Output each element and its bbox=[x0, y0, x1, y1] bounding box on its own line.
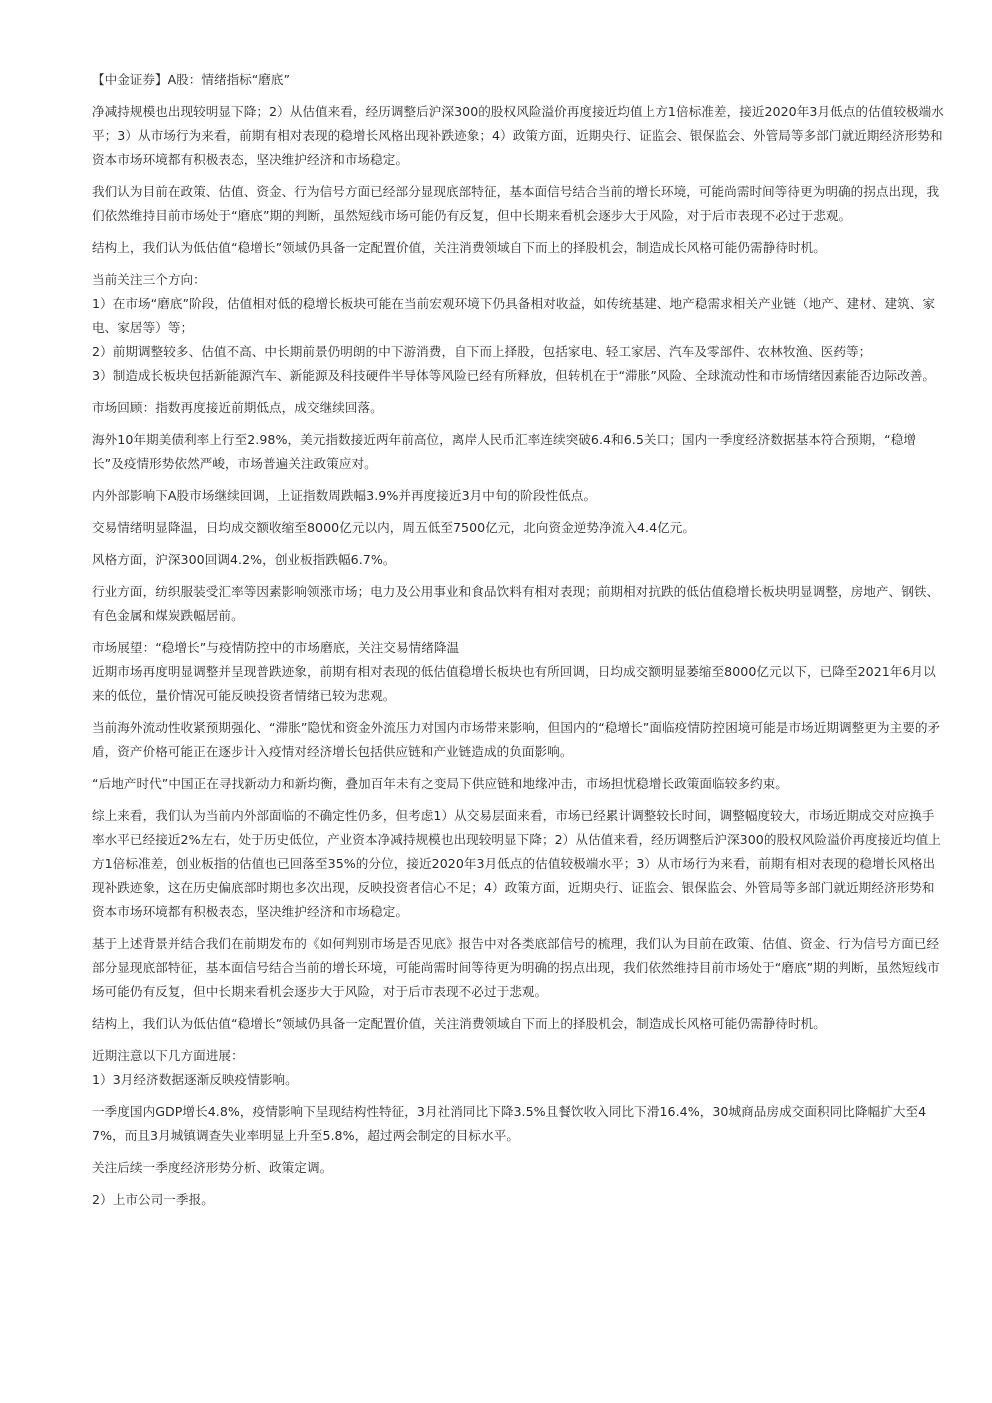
paragraph: 我们认为目前在政策、估值、资金、行为信号方面已经部分显现底部特征，基本面信号结合当前的增长环境，可能尚需时间等待更为明确的拐点出现，我们依然维持目前市场处于“磨底”期的判断，虽然短线市场可能仍有反复，但中长期来看机会逐步大于风险，对于后市表现不必过于悲观。 bbox=[92, 184, 940, 223]
paragraph: 交易情绪明显降温，日均成交额收缩至8000亿元以内，周五低至7500亿元，北向资金逆势净流入4.4亿元。 bbox=[92, 520, 696, 535]
list-item: 2）前期调整较多、估值不高、中长期前景仍明朗的中下游消费，自下而上择股，包括家电、轻工家居、汽车及零部件、农林牧渔、医药等； bbox=[92, 344, 872, 359]
list-item: 3）制造成长板块包括新能源汽车、新能源及科技硬件半导体等风险已经有所释放，但转机在于“滞胀”风险、全球流动性和市场情绪因素能否边际改善。 bbox=[92, 368, 936, 383]
paragraph: 关注后续一季度经济形势分析、政策定调。 bbox=[92, 1160, 333, 1175]
list-item: 1）3月经济数据逐渐反映疫情影响。 bbox=[92, 1072, 298, 1087]
list-item: 1）在市场“磨底”阶段，估值相对低的稳增长板块可能在当前宏观环境下仍具备相对收益，如传统基建、地产稳需求相关产业链（地产、建材、建筑、家电、家居等）等； bbox=[92, 296, 936, 335]
paragraph: 近期市场再度明显调整并呈现普跌迹象，前期有相对表现的低估值稳增长板块也有所回调，日均成交额明显萎缩至8000亿元以下，已降至2021年6月以来的低位，量价情况可能反映投资者情绪已较为悲观。 bbox=[92, 664, 936, 703]
section-heading: 近期注意以下几方面进展： bbox=[92, 1048, 244, 1063]
paragraph: 净减持规模也出现较明显下降；2）从估值来看，经历调整后沪深300的股权风险溢价再度接近均值上方1倍标准差，接近2020年3月低点的估值较极端水平；3）从市场行为来看，前期有相对表现的稳增长风格出现补跌迹象；4）政策方面，近期央行、证监会、银保监会、外管局等多部门就近期经济形势和资本市场环境都有积极表态，坚决维护经济和市场稳定。 bbox=[92, 104, 944, 167]
section-heading: 市场展望：“稳增长”与疫情防控中的市场磨底，关注交易情绪降温 bbox=[92, 640, 460, 655]
section-heading: 市场回顾：指数再度接近前期低点，成交继续回落。 bbox=[92, 400, 383, 415]
paragraph: 综上来看，我们认为当前内外部面临的不确定性仍多，但考虑1）从交易层面来看，市场已经累计调整较长时间，调整幅度较大，市场近期成交对应换手率水平已经接近2%左右，处于历史低位，产业资本净减持规模也出现较明显下降；2）从估值来看，经历调整后沪深300的股权风险溢价再度接近均值上方1倍标准差，创业板指的估值也已回落至35%的分位，接近2020年3月低点的估值较极端水平；3）从市场行为来看，前期有相对表现的稳增长风格出现补跌迹象，这在历史偏底部时期也多次出现，反映投资者信心不足；4）政策方面，近期央行、证监会、银保监会、外管局等多部门就近期经济形势和资本市场环境都有积极表态，坚决维护经济和市场稳定。 bbox=[92, 808, 941, 919]
paragraph: 结构上，我们认为低估值“稳增长”领域仍具备一定配置价值，关注消费领域自下而上的择股机会，制造成长风格可能仍需静待时机。 bbox=[92, 240, 826, 255]
paragraph: “后地产时代”中国正在寻找新动力和新均衡，叠加百年未有之变局下供应链和地缘冲击，市场担忧稳增长政策面临较多约束。 bbox=[92, 776, 788, 791]
list-item: 2）上市公司一季报。 bbox=[92, 1192, 214, 1207]
paragraph: 风格方面，沪深300回调4.2%，创业板指跌幅6.7%。 bbox=[92, 552, 396, 567]
paragraph: 一季度国内GDP增长4.8%，疫情影响下呈现结构性特征，3月社消同比下降3.5%且餐饮收入同比下滑16.4%，30城商品房成交面积同比降幅扩大至47%，而且3月城镇调查失业率明显上升至5.8%，超过两会制定的目标水平。 bbox=[92, 1104, 927, 1143]
paragraph: 当前海外流动性收紧预期强化、“滞胀”隐忧和资金外流压力对国内市场带来影响，但国内的“稳增长”面临疫情防控困境可能是市场近期调整更为主要的矛盾，资产价格可能正在逐步计入疫情对经济增长包括供应链和产业链造成的负面影响。 bbox=[92, 720, 941, 759]
paragraph: 海外10年期美债利率上行至2.98%，美元指数接近两年前高位，离岸人民币汇率连续突破6.4和6.5关口；国内一季度经济数据基本符合预期，“稳增长”及疫情形势依然严峻，市场普遍关注政策应对。 bbox=[92, 432, 917, 471]
document-title: 【中金证券】A股：情绪指标“磨底” bbox=[92, 72, 290, 87]
paragraph: 行业方面，纺织服装受汇率等因素影响领涨市场；电力及公用事业和食品饮料有相对表现；前期相对抗跌的低估值稳增长板块明显调整，房地产、钢铁、有色金属和煤炭跌幅居前。 bbox=[92, 584, 940, 623]
paragraph: 内外部影响下A股市场继续回调，上证指数周跌幅3.9%并再度接近3月中旬的阶段性低点。 bbox=[92, 488, 597, 503]
paragraph: 结构上，我们认为低估值“稳增长”领域仍具备一定配置价值，关注消费领域自下而上的择股机会，制造成长风格可能仍需静待时机。 bbox=[92, 1016, 826, 1031]
paragraph: 基于上述背景并结合我们在前期发布的《如何判别市场是否见底》报告中对各类底部信号的梳理，我们认为目前在政策、估值、资金、行为信号方面已经部分显现底部特征，基本面信号结合当前的增长环境，可能尚需时间等待更为明确的拐点出现，我们依然维持目前市场处于“磨底”期的判断，虽然短线市场可能仍有反复，但中长期来看机会逐步大于风险，对于后市表现不必过于悲观。 bbox=[92, 936, 940, 999]
document-page bbox=[92, 68, 944, 1220]
section-heading: 当前关注三个方向： bbox=[92, 272, 206, 287]
